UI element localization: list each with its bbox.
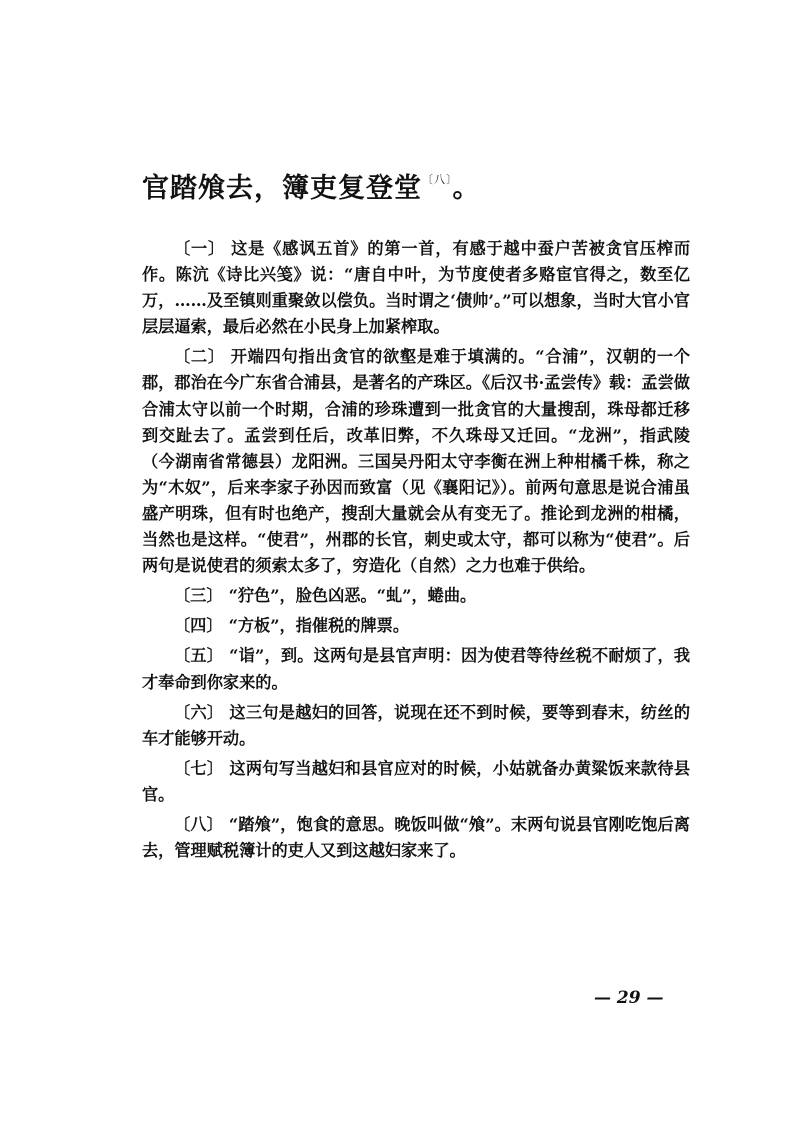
note-marker: 〔五〕 <box>174 646 224 666</box>
note-marker: 〔二〕 <box>174 347 225 367</box>
note-text: “方板”，指催税的牌票。 <box>228 616 410 636</box>
note-2 <box>142 344 690 579</box>
note-4 <box>142 613 690 639</box>
note-text: 开端四句指出贪官的欲壑是难于填满的。“合浦”，汉朝的一个郡，郡治在今广东省合浦县，是著名的产珠区。《后汉书·孟尝传》载：孟尝做合浦太守以前一个时期，合浦的珍珠遭到一批贪官的大量搜刮，珠母都迁移到交趾去了。孟尝到任后，改革旧弊，不久珠母又迁回。“龙洲”，指武陵（今湖南省常德县）龙阳洲。三国吴丹阳太守李衡在洲上种柑橘千株，称之为“木奴”，后来李家子孙因而致富（见《襄阳记》）。前两句意思是说合浦虽盛产明珠，但有时也绝产，搜刮大量就会从有变无了。推论到龙洲的柑橘，当然也是这样。“使君”，州郡的长官，刺史或太守，都可以称为“使君”。后两句是说使君的须索太多了，穷造化（自然）之力也难于供给。 <box>142 347 691 576</box>
poem-line-end: 。 <box>452 173 481 204</box>
note-text: “狞色”，脸色凶恶。“虬”，蜷曲。 <box>228 586 477 606</box>
note-3 <box>142 583 690 609</box>
footnote-marker: 〔八〕 <box>422 173 453 186</box>
note-text: 这两句写当越妇和县官应对的时候，小姑就备办黄粱饭来款待县官。 <box>142 758 691 804</box>
page-number: — 29 — <box>594 988 664 1008</box>
poem-line-text: 官踏飧去，簿吏复登堂 <box>142 173 422 204</box>
note-text: “踏飧”，饱食的意思。晚饭叫做“飧”。末两句说县官刚吃饱后离去，管理赋税簿计的吏人又到这越妇家来了。 <box>142 814 690 861</box>
note-marker: 〔八〕 <box>174 814 223 834</box>
note-5 <box>142 643 690 695</box>
note-marker: 〔七〕 <box>174 758 224 778</box>
note-6 <box>142 700 690 752</box>
note-8 <box>142 812 690 864</box>
poem-closing-line <box>142 166 481 207</box>
note-marker: 〔六〕 <box>174 702 224 722</box>
note-text: 这三句是越妇的回答，说现在还不到时候，要等到春末，纺丝的车才能够开动。 <box>142 702 691 748</box>
note-text: “诣”，到。这两句是县官声明：因为使君等待丝税不耐烦了，我才奉命到你家来的。 <box>142 646 691 692</box>
annotation-notes <box>142 236 690 868</box>
note-marker: 〔四〕 <box>174 616 223 636</box>
note-1 <box>142 236 690 340</box>
note-7 <box>142 756 690 808</box>
note-marker: 〔三〕 <box>174 586 223 606</box>
note-marker: 〔一〕 <box>174 239 226 258</box>
note-text: 这是《感讽五首》的第一首，有感于越中蚕户苦被贪官压榨而作。陈沆《诗比兴笺》说：“唐自中叶，为节度使者多赂宦官得之，数至亿万，……及至镇则重聚敛以偿负。当时谓之‘债帅’。”可以想象，当时大官小官层层逼索，最后必然在小民身上加紧榨取。 <box>142 239 691 337</box>
